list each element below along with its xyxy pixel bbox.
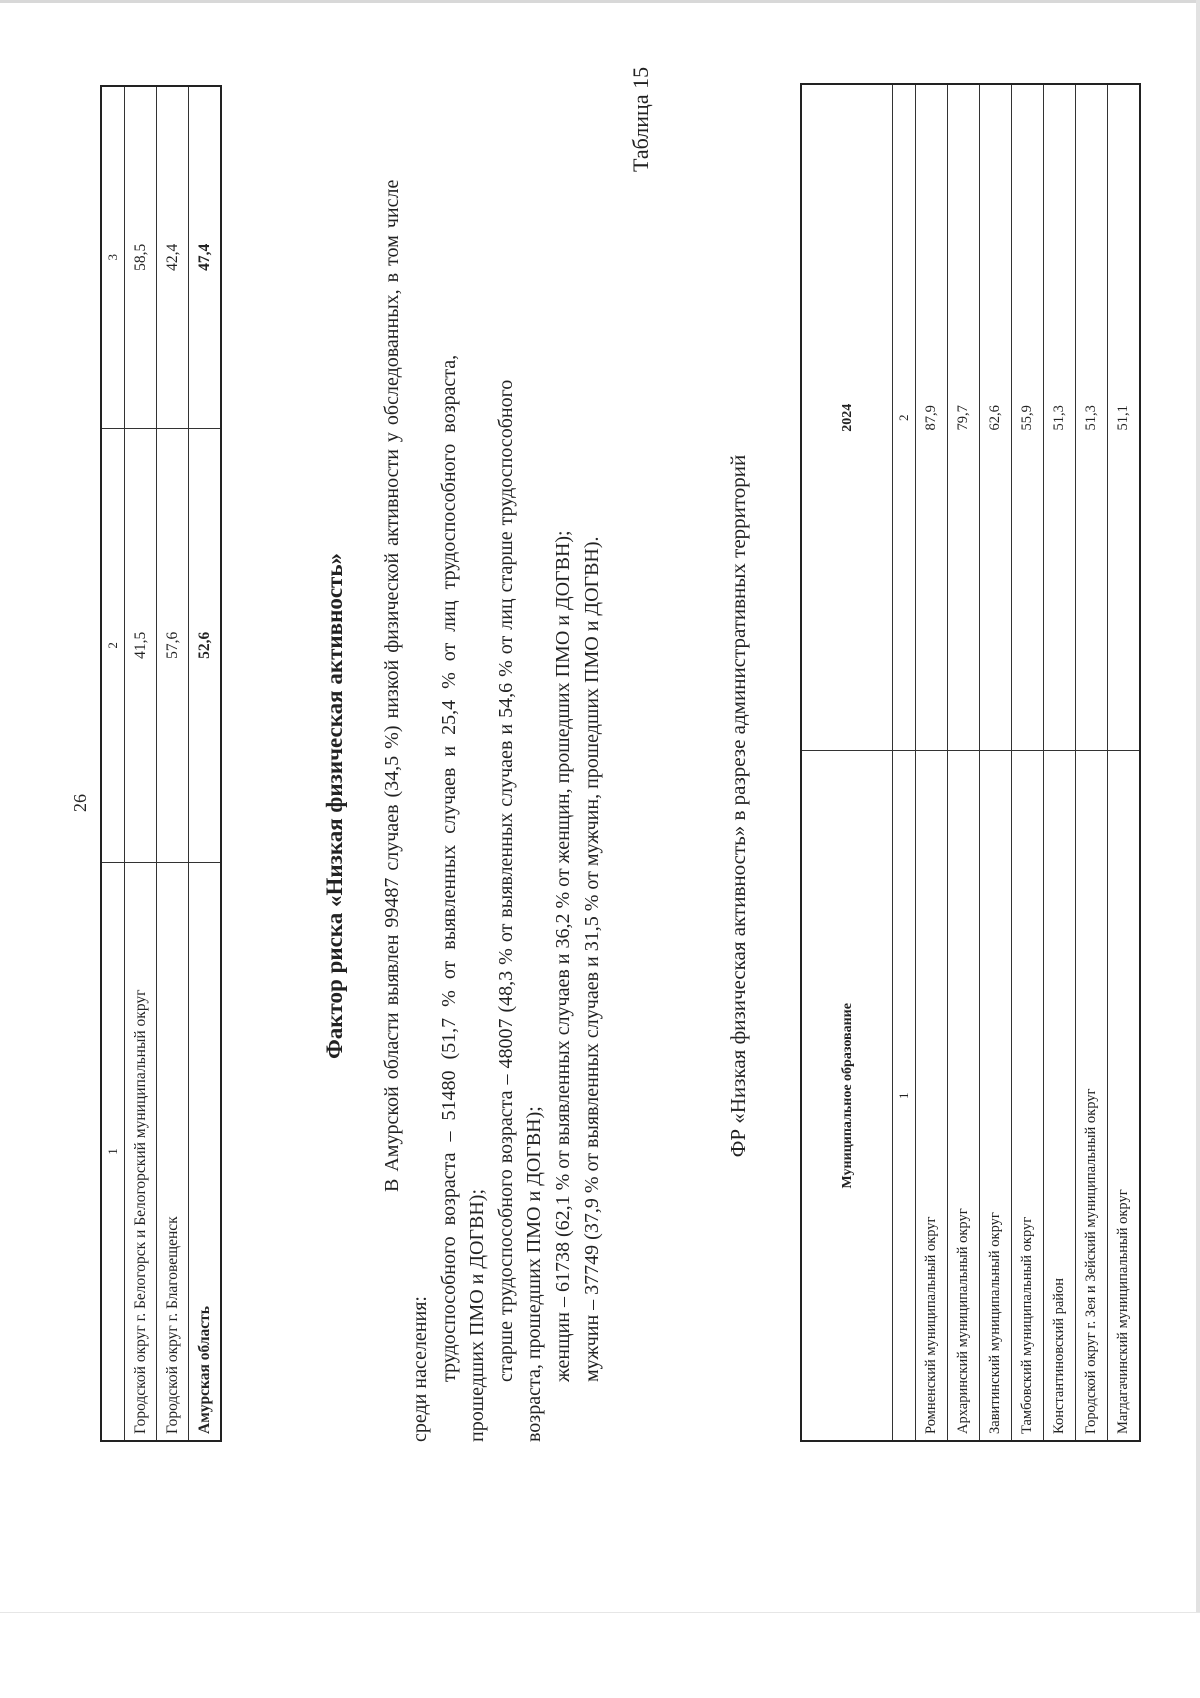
row-value: 57,6 [157, 428, 189, 863]
table-row [1012, 84, 1044, 1441]
table-label: Таблица 15 [628, 66, 653, 172]
table-row [1076, 84, 1108, 1441]
row-value: 62,6 [980, 84, 1012, 751]
table-total-row [189, 86, 222, 1441]
header-cell: 1 [101, 863, 125, 1441]
table-row [948, 84, 980, 1441]
paragraph-intro: В Амурской области выявлен 99487 случаев (34,5 %) низкой физической активности у обследованных, в том числе [381, 179, 403, 1192]
results-table-continued [100, 85, 222, 1442]
row-name: Городской округ г. Благовещенск [157, 863, 189, 1441]
section-heading: Фактор риска «Низкая физическая активность» [322, 553, 347, 1059]
table-header-row [101, 86, 125, 1441]
page-number: 26 [70, 794, 90, 812]
row-value: 51,3 [1076, 84, 1108, 751]
scan-edge-bottom [0, 1612, 1200, 1698]
paragraph-working-age-cont: прошедших ПМО и ДОГВН); [466, 1188, 488, 1442]
paragraph-working-age: трудоспособного возраста – 51480 (51,7 % от выявленных случаев и 25,4 % от лиц трудоспособного возраста, [438, 354, 460, 1382]
row-value: 79,7 [948, 84, 980, 751]
row-value: 42,4 [157, 86, 189, 428]
table-15 [800, 83, 1141, 1442]
row-value: 58,5 [125, 86, 157, 428]
table-row [916, 84, 948, 1441]
header-cell: 3 [101, 86, 125, 428]
row-name: Городской округ г. Зея и Зейский муниципальный округ [1076, 751, 1108, 1441]
header-num-cell: 1 [893, 751, 916, 1441]
row-value: 47,4 [189, 86, 222, 428]
row-value: 51,1 [1108, 84, 1141, 751]
row-value: 87,9 [916, 84, 948, 751]
row-name: Городской округ г. Белогорск и Белогорский муниципальный округ [125, 863, 157, 1441]
row-name: Завитинский муниципальный округ [980, 751, 1012, 1441]
header-cell: 2 [101, 428, 125, 863]
table-row [125, 86, 157, 1441]
row-name: Тамбовский муниципальный округ [1012, 751, 1044, 1441]
row-name: Магдагачинский муниципальный округ [1108, 751, 1141, 1441]
row-value: 55,9 [1012, 84, 1044, 751]
header-num-cell: 2 [893, 84, 916, 751]
table-title: ФР «Низкая физическая активность» в разрезе административных территорий [726, 454, 750, 1158]
paragraph-intro-cont: среди населения: [409, 1296, 431, 1442]
table-row [980, 84, 1012, 1441]
paragraph-women: женщин – 61738 (62,1 % от выявленных случаев и 36,2 % от женщин, прошедших ПМО и ДОГВН); [552, 530, 574, 1382]
row-value: 52,6 [189, 428, 222, 863]
row-name: Архаринский муниципальный округ [948, 751, 980, 1441]
row-name: Ромненский муниципальный округ [916, 751, 948, 1441]
header-cell: Муниципальное образование [801, 751, 893, 1441]
table-row [157, 86, 189, 1441]
row-name: Амурская область [189, 863, 222, 1441]
row-name: Константиновский район [1044, 751, 1076, 1441]
table-header-row [801, 84, 893, 1441]
table-header-numbers [893, 84, 916, 1441]
row-value: 51,3 [1044, 84, 1076, 751]
paragraph-men: мужчин – 37749 (37,9 % от выявленных случаев и 31,5 % от мужчин, прошедших ПМО и ДОГВН). [581, 536, 603, 1382]
paragraph-older-age: старше трудоспособного возраста – 48007 (48,3 % от выявленных случаев и 54,6 % от лиц старше трудоспособного [495, 379, 517, 1382]
paragraph-older-age-cont: возраста, прошедших ПМО и ДОГВН); [523, 1106, 545, 1442]
table-row [1044, 84, 1076, 1441]
row-value: 41,5 [125, 428, 157, 863]
table-row [1108, 84, 1141, 1441]
header-cell: 2024 [801, 84, 893, 751]
